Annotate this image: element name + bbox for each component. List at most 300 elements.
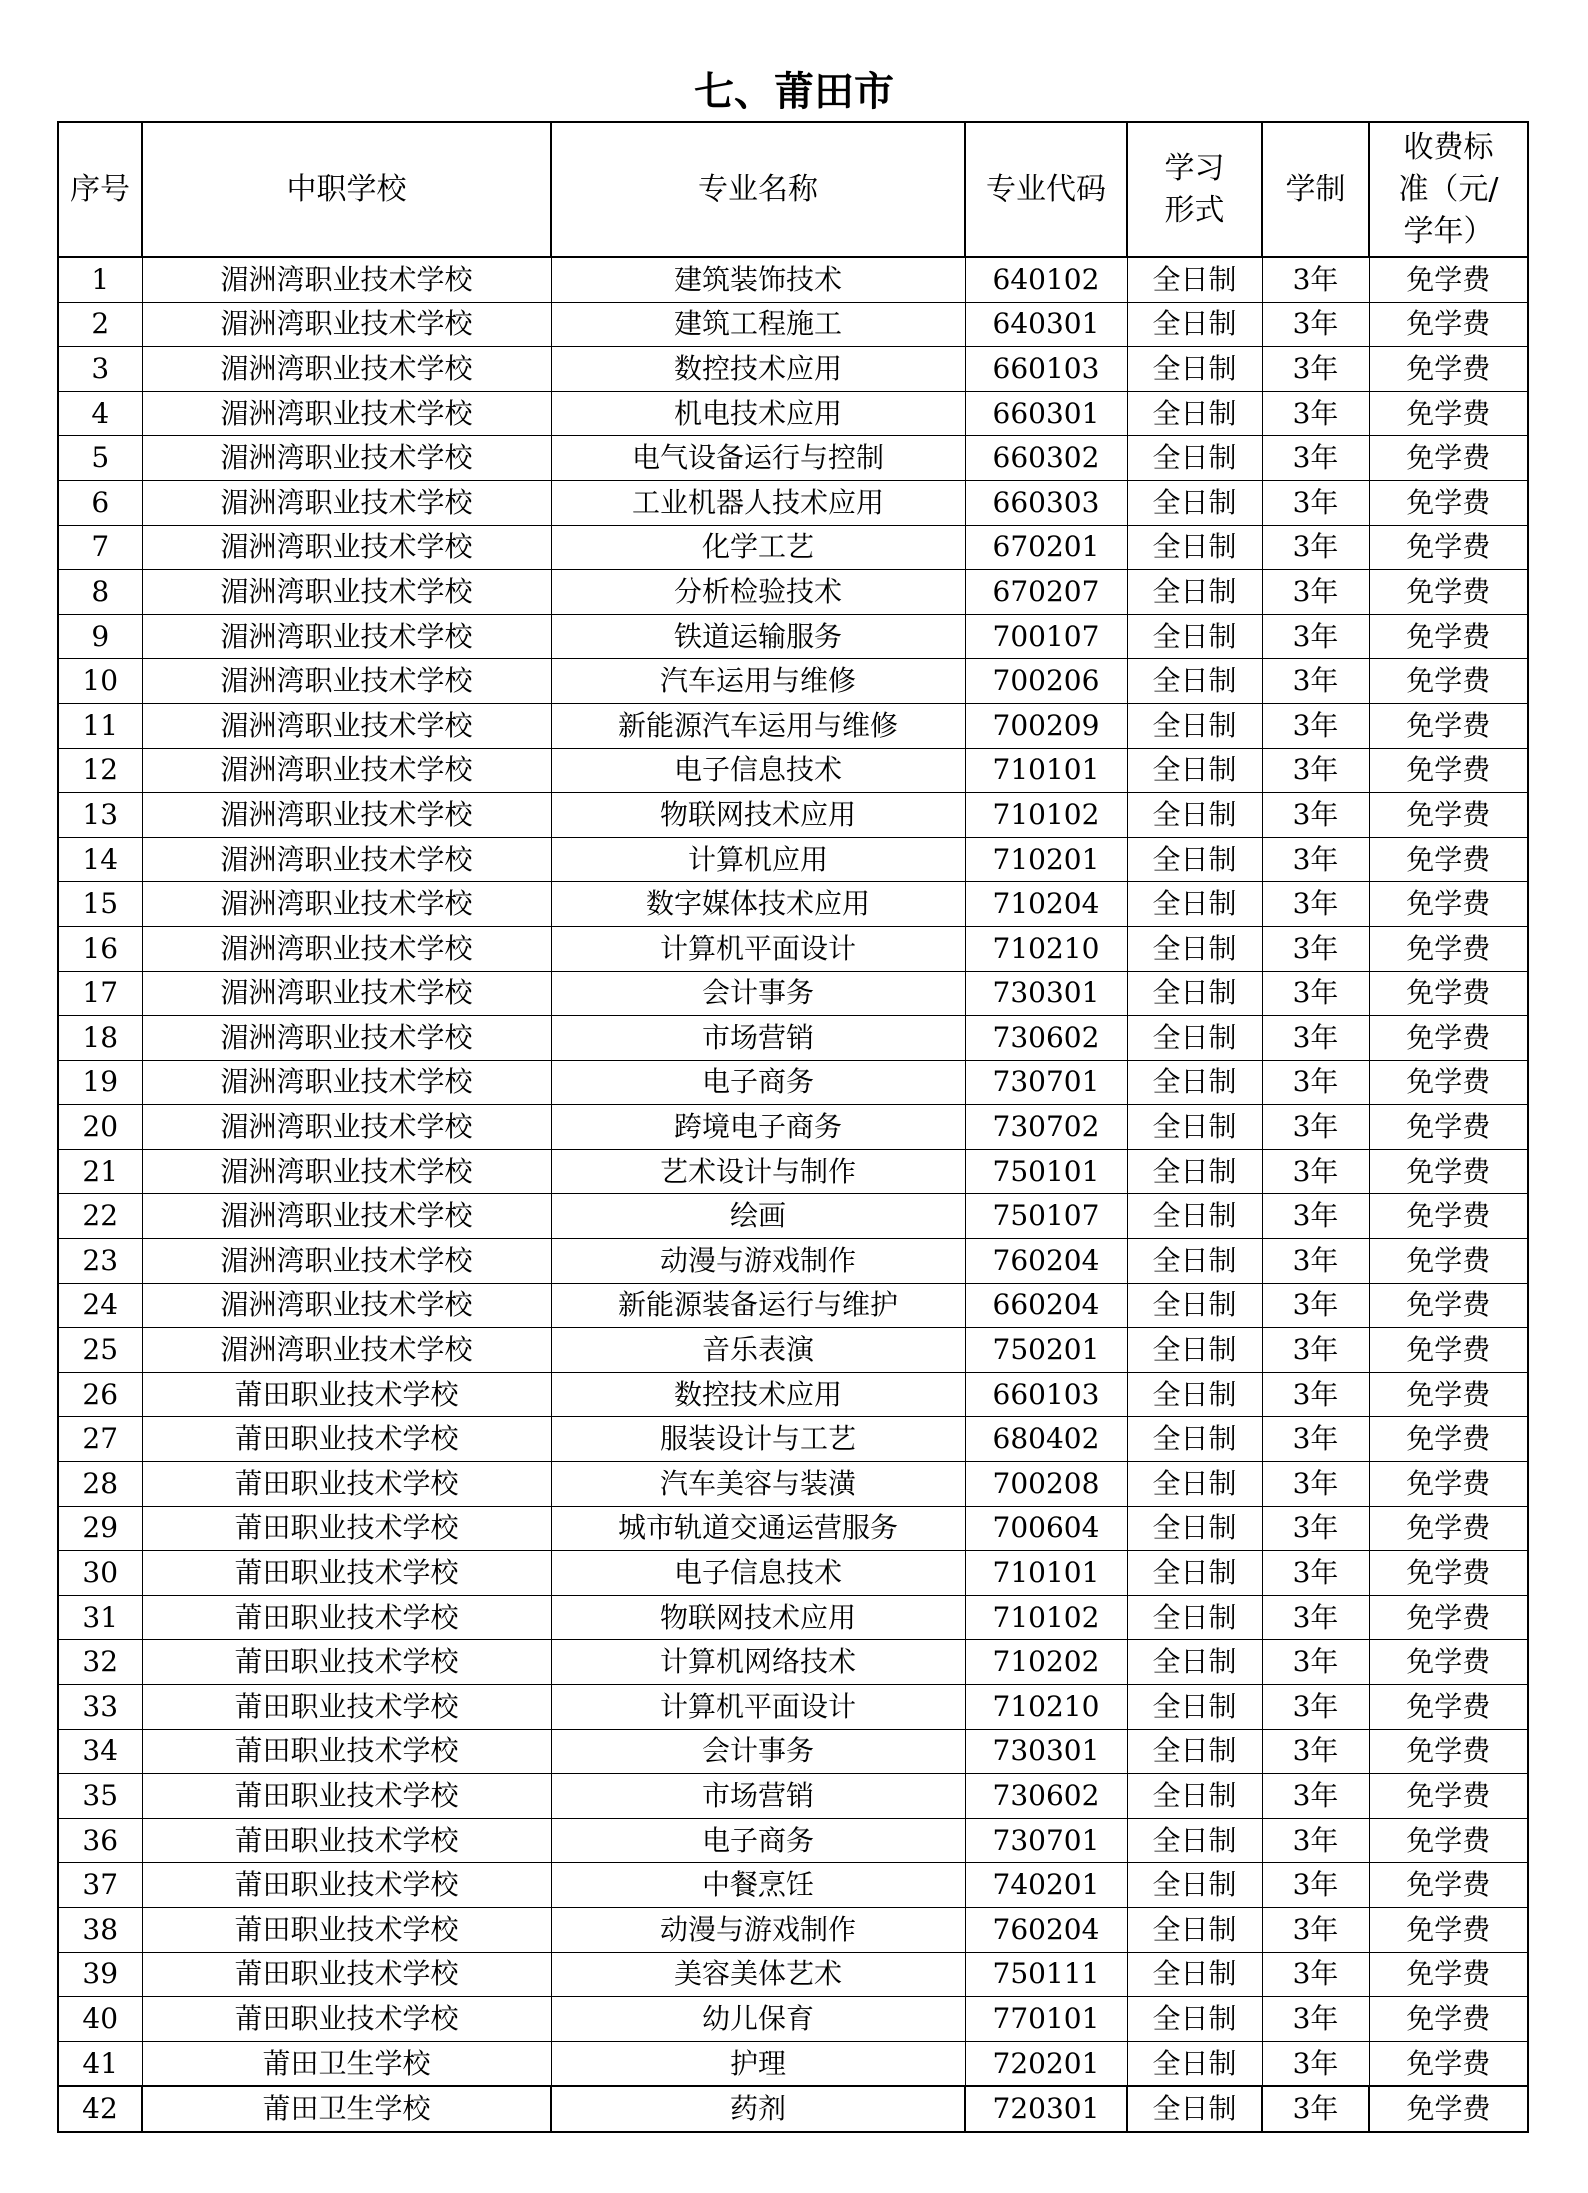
table-row <box>58 1729 1528 1774</box>
table-row <box>58 1283 1528 1328</box>
code-cell: 740201 <box>965 1863 1127 1908</box>
header-study-mode <box>1127 122 1262 257</box>
fee-cell: 免学费 <box>1369 391 1528 436</box>
study-mode-cell: 全日制 <box>1127 1685 1262 1730</box>
study-mode-cell: 全日制 <box>1127 391 1262 436</box>
study-mode-cell: 全日制 <box>1127 257 1262 302</box>
study-mode-cell: 全日制 <box>1127 703 1262 748</box>
seq-cell: 3 <box>58 347 142 392</box>
school-cell: 莆田职业技术学校 <box>142 1462 551 1507</box>
study-mode-cell: 全日制 <box>1127 347 1262 392</box>
duration-cell: 3年 <box>1262 1372 1369 1417</box>
table-row <box>58 257 1528 302</box>
code-cell: 720201 <box>965 2041 1127 2086</box>
major-cell: 电子信息技术 <box>551 1551 965 1596</box>
duration-cell: 3年 <box>1262 793 1369 838</box>
study-mode-cell: 全日制 <box>1127 793 1262 838</box>
code-cell: 700206 <box>965 659 1127 704</box>
table-row <box>58 436 1528 481</box>
seq-cell: 28 <box>58 1462 142 1507</box>
study-mode-cell: 全日制 <box>1127 1506 1262 1551</box>
duration-cell: 3年 <box>1262 1818 1369 1863</box>
study-mode-cell: 全日制 <box>1127 1239 1262 1284</box>
header-fee-line3: 学年） <box>1403 213 1494 249</box>
school-cell: 湄洲湾职业技术学校 <box>142 525 551 570</box>
duration-cell: 3年 <box>1262 1194 1369 1239</box>
code-cell: 700604 <box>965 1506 1127 1551</box>
duration-cell: 3年 <box>1262 480 1369 525</box>
seq-cell: 23 <box>58 1239 142 1284</box>
fee-cell: 免学费 <box>1369 1372 1528 1417</box>
header-fee-line1: 收费标 <box>1403 129 1494 165</box>
table-row <box>58 1417 1528 1462</box>
study-mode-cell: 全日制 <box>1127 1907 1262 1952</box>
school-cell: 莆田职业技术学校 <box>142 1997 551 2042</box>
page-title: 七、莆田市 <box>694 69 894 115</box>
fee-cell: 免学费 <box>1369 614 1528 659</box>
fee-cell: 免学费 <box>1369 570 1528 615</box>
table-row <box>58 1774 1528 1819</box>
school-cell: 莆田职业技术学校 <box>142 1551 551 1596</box>
school-cell: 湄洲湾职业技术学校 <box>142 703 551 748</box>
header-fee <box>1369 122 1528 257</box>
table-row <box>58 659 1528 704</box>
code-cell: 680402 <box>965 1417 1127 1462</box>
fee-cell: 免学费 <box>1369 1506 1528 1551</box>
fee-cell: 免学费 <box>1369 1640 1528 1685</box>
header-study-mode-line1: 学习 <box>1164 150 1225 186</box>
duration-cell: 3年 <box>1262 1774 1369 1819</box>
seq-cell: 10 <box>58 659 142 704</box>
seq-cell: 16 <box>58 926 142 971</box>
fee-cell: 免学费 <box>1369 1952 1528 1997</box>
table-row <box>58 748 1528 793</box>
fee-cell: 免学费 <box>1369 926 1528 971</box>
school-cell: 湄洲湾职业技术学校 <box>142 659 551 704</box>
major-cell: 动漫与游戏制作 <box>551 1907 965 1952</box>
table-row <box>58 1016 1528 1061</box>
duration-cell: 3年 <box>1262 1907 1369 1952</box>
duration-cell: 3年 <box>1262 614 1369 659</box>
school-cell: 湄洲湾职业技术学校 <box>142 1328 551 1373</box>
fee-cell: 免学费 <box>1369 1907 1528 1952</box>
code-cell: 730701 <box>965 1818 1127 1863</box>
major-cell: 音乐表演 <box>551 1328 965 1373</box>
duration-cell: 3年 <box>1262 1952 1369 1997</box>
table-row <box>58 1952 1528 1997</box>
table-row <box>58 1060 1528 1105</box>
code-cell: 700209 <box>965 703 1127 748</box>
duration-cell: 3年 <box>1262 1462 1369 1507</box>
school-cell: 莆田职业技术学校 <box>142 1685 551 1730</box>
table-row <box>58 1685 1528 1730</box>
major-cell: 中餐烹饪 <box>551 1863 965 1908</box>
seq-cell: 25 <box>58 1328 142 1373</box>
school-cell: 莆田职业技术学校 <box>142 1417 551 1462</box>
major-cell: 市场营销 <box>551 1774 965 1819</box>
fee-cell: 免学费 <box>1369 1016 1528 1061</box>
major-cell: 会计事务 <box>551 971 965 1016</box>
table-row <box>58 614 1528 659</box>
major-cell: 会计事务 <box>551 1729 965 1774</box>
header-duration: 学制 <box>1262 122 1369 257</box>
major-cell: 服装设计与工艺 <box>551 1417 965 1462</box>
major-cell: 计算机应用 <box>551 837 965 882</box>
study-mode-cell: 全日制 <box>1127 570 1262 615</box>
table-row <box>58 837 1528 882</box>
fee-cell: 免学费 <box>1369 837 1528 882</box>
header-fee-line2: 准（元/ <box>1398 171 1499 207</box>
fee-cell: 免学费 <box>1369 436 1528 481</box>
code-cell: 770101 <box>965 1997 1127 2042</box>
school-cell: 湄洲湾职业技术学校 <box>142 1060 551 1105</box>
fee-cell: 免学费 <box>1369 1417 1528 1462</box>
code-cell: 760204 <box>965 1239 1127 1284</box>
major-cell: 汽车运用与维修 <box>551 659 965 704</box>
duration-cell: 3年 <box>1262 347 1369 392</box>
study-mode-cell: 全日制 <box>1127 1372 1262 1417</box>
code-cell: 660303 <box>965 480 1127 525</box>
code-cell: 700208 <box>965 1462 1127 1507</box>
duration-cell: 3年 <box>1262 1283 1369 1328</box>
major-cell: 物联网技术应用 <box>551 793 965 838</box>
major-cell: 药剂 <box>551 2086 965 2132</box>
duration-cell: 3年 <box>1262 1551 1369 1596</box>
duration-cell: 3年 <box>1262 882 1369 927</box>
fee-cell: 免学费 <box>1369 525 1528 570</box>
code-cell: 710204 <box>965 882 1127 927</box>
seq-cell: 19 <box>58 1060 142 1105</box>
fee-cell: 免学费 <box>1369 1105 1528 1150</box>
major-cell: 物联网技术应用 <box>551 1595 965 1640</box>
major-cell: 数控技术应用 <box>551 347 965 392</box>
study-mode-cell: 全日制 <box>1127 748 1262 793</box>
duration-cell: 3年 <box>1262 1328 1369 1373</box>
major-cell: 机电技术应用 <box>551 391 965 436</box>
table-row <box>58 391 1528 436</box>
study-mode-cell: 全日制 <box>1127 2086 1262 2132</box>
table-row <box>58 1239 1528 1284</box>
fee-cell: 免学费 <box>1369 1283 1528 1328</box>
fee-cell: 免学费 <box>1369 882 1528 927</box>
table-row <box>58 1997 1528 2042</box>
table-row <box>58 1907 1528 1952</box>
fee-cell: 免学费 <box>1369 2041 1528 2086</box>
fee-cell: 免学费 <box>1369 793 1528 838</box>
major-cell: 计算机网络技术 <box>551 1640 965 1685</box>
major-cell: 建筑工程施工 <box>551 302 965 347</box>
major-cell: 汽车美容与装潢 <box>551 1462 965 1507</box>
school-cell: 湄洲湾职业技术学校 <box>142 1283 551 1328</box>
header-code: 专业代码 <box>965 122 1127 257</box>
code-cell: 730301 <box>965 971 1127 1016</box>
duration-cell: 3年 <box>1262 2086 1369 2132</box>
table-row <box>58 1105 1528 1150</box>
study-mode-cell: 全日制 <box>1127 1328 1262 1373</box>
major-cell: 动漫与游戏制作 <box>551 1239 965 1284</box>
seq-cell: 20 <box>58 1105 142 1150</box>
school-cell: 湄洲湾职业技术学校 <box>142 1194 551 1239</box>
school-cell: 莆田职业技术学校 <box>142 1595 551 1640</box>
table-row <box>58 1462 1528 1507</box>
seq-cell: 18 <box>58 1016 142 1061</box>
seq-cell: 38 <box>58 1907 142 1952</box>
table-row <box>58 1149 1528 1194</box>
school-cell: 湄洲湾职业技术学校 <box>142 1239 551 1284</box>
duration-cell: 3年 <box>1262 971 1369 1016</box>
code-cell: 710101 <box>965 748 1127 793</box>
major-cell: 新能源装备运行与维护 <box>551 1283 965 1328</box>
table-row <box>58 1194 1528 1239</box>
code-cell: 750111 <box>965 1952 1127 1997</box>
seq-cell: 11 <box>58 703 142 748</box>
code-cell: 640301 <box>965 302 1127 347</box>
study-mode-cell: 全日制 <box>1127 1952 1262 1997</box>
table-row <box>58 302 1528 347</box>
table-row <box>58 1595 1528 1640</box>
table-row <box>58 971 1528 1016</box>
duration-cell: 3年 <box>1262 2041 1369 2086</box>
school-cell: 湄洲湾职业技术学校 <box>142 882 551 927</box>
study-mode-cell: 全日制 <box>1127 1774 1262 1819</box>
code-cell: 710101 <box>965 1551 1127 1596</box>
seq-cell: 17 <box>58 971 142 1016</box>
code-cell: 710102 <box>965 793 1127 838</box>
seq-cell: 14 <box>58 837 142 882</box>
code-cell: 750107 <box>965 1194 1127 1239</box>
fee-cell: 免学费 <box>1369 748 1528 793</box>
major-cell: 化学工艺 <box>551 525 965 570</box>
header-school: 中职学校 <box>142 122 551 257</box>
study-mode-cell: 全日制 <box>1127 1194 1262 1239</box>
study-mode-cell: 全日制 <box>1127 1863 1262 1908</box>
school-cell: 湄洲湾职业技术学校 <box>142 1016 551 1061</box>
code-cell: 730701 <box>965 1060 1127 1105</box>
duration-cell: 3年 <box>1262 1060 1369 1105</box>
fee-cell: 免学费 <box>1369 1595 1528 1640</box>
code-cell: 710202 <box>965 1640 1127 1685</box>
code-cell: 660301 <box>965 391 1127 436</box>
school-cell: 湄洲湾职业技术学校 <box>142 347 551 392</box>
school-cell: 莆田职业技术学校 <box>142 1372 551 1417</box>
seq-cell: 31 <box>58 1595 142 1640</box>
table-row <box>58 1863 1528 1908</box>
fee-cell: 免学费 <box>1369 1149 1528 1194</box>
school-cell: 莆田职业技术学校 <box>142 1506 551 1551</box>
study-mode-cell: 全日制 <box>1127 1997 1262 2042</box>
major-cell: 幼儿保育 <box>551 1997 965 2042</box>
table-row <box>58 1506 1528 1551</box>
fee-cell: 免学费 <box>1369 1194 1528 1239</box>
major-cell: 美容美体艺术 <box>551 1952 965 1997</box>
fee-cell: 免学费 <box>1369 971 1528 1016</box>
study-mode-cell: 全日制 <box>1127 837 1262 882</box>
code-cell: 730702 <box>965 1105 1127 1150</box>
table-row <box>58 2086 1528 2132</box>
duration-cell: 3年 <box>1262 302 1369 347</box>
seq-cell: 21 <box>58 1149 142 1194</box>
fee-cell: 免学费 <box>1369 1239 1528 1284</box>
fee-cell: 免学费 <box>1369 1060 1528 1105</box>
duration-cell: 3年 <box>1262 837 1369 882</box>
seq-cell: 4 <box>58 391 142 436</box>
fee-cell: 免学费 <box>1369 1462 1528 1507</box>
seq-cell: 5 <box>58 436 142 481</box>
table-row <box>58 570 1528 615</box>
major-cell: 数字媒体技术应用 <box>551 882 965 927</box>
header-study-mode-line2: 形式 <box>1164 192 1225 228</box>
code-cell: 660302 <box>965 436 1127 481</box>
seq-cell: 32 <box>58 1640 142 1685</box>
seq-cell: 36 <box>58 1818 142 1863</box>
school-cell: 湄洲湾职业技术学校 <box>142 971 551 1016</box>
code-cell: 710210 <box>965 926 1127 971</box>
school-cell: 莆田职业技术学校 <box>142 1640 551 1685</box>
table-row <box>58 525 1528 570</box>
school-cell: 湄洲湾职业技术学校 <box>142 391 551 436</box>
school-cell: 莆田卫生学校 <box>142 2086 551 2132</box>
study-mode-cell: 全日制 <box>1127 1016 1262 1061</box>
table-row <box>58 1640 1528 1685</box>
duration-cell: 3年 <box>1262 1417 1369 1462</box>
school-cell: 莆田职业技术学校 <box>142 1774 551 1819</box>
major-cell: 电子商务 <box>551 1060 965 1105</box>
study-mode-cell: 全日制 <box>1127 1060 1262 1105</box>
table-row <box>58 347 1528 392</box>
seq-cell: 7 <box>58 525 142 570</box>
duration-cell: 3年 <box>1262 1997 1369 2042</box>
duration-cell: 3年 <box>1262 570 1369 615</box>
school-cell: 湄洲湾职业技术学校 <box>142 570 551 615</box>
code-cell: 750201 <box>965 1328 1127 1373</box>
study-mode-cell: 全日制 <box>1127 1729 1262 1774</box>
duration-cell: 3年 <box>1262 257 1369 302</box>
study-mode-cell: 全日制 <box>1127 1818 1262 1863</box>
school-cell: 湄洲湾职业技术学校 <box>142 257 551 302</box>
major-cell: 电子商务 <box>551 1818 965 1863</box>
duration-cell: 3年 <box>1262 748 1369 793</box>
fee-cell: 免学费 <box>1369 1685 1528 1730</box>
school-cell: 莆田卫生学校 <box>142 2041 551 2086</box>
seq-cell: 41 <box>58 2041 142 2086</box>
major-cell: 数控技术应用 <box>551 1372 965 1417</box>
fee-cell: 免学费 <box>1369 257 1528 302</box>
code-cell: 660204 <box>965 1283 1127 1328</box>
seq-cell: 27 <box>58 1417 142 1462</box>
code-cell: 750101 <box>965 1149 1127 1194</box>
fee-cell: 免学费 <box>1369 1774 1528 1819</box>
table-header-row <box>58 122 1528 257</box>
duration-cell: 3年 <box>1262 1105 1369 1150</box>
header-seq: 序号 <box>58 122 142 257</box>
school-cell: 湄洲湾职业技术学校 <box>142 436 551 481</box>
seq-cell: 39 <box>58 1952 142 1997</box>
seq-cell: 15 <box>58 882 142 927</box>
school-cell: 湄洲湾职业技术学校 <box>142 302 551 347</box>
fee-table <box>57 121 1529 2133</box>
duration-cell: 3年 <box>1262 525 1369 570</box>
table-row <box>58 882 1528 927</box>
code-cell: 760204 <box>965 1907 1127 1952</box>
major-cell: 计算机平面设计 <box>551 1685 965 1730</box>
study-mode-cell: 全日制 <box>1127 971 1262 1016</box>
code-cell: 730602 <box>965 1016 1127 1061</box>
code-cell: 670201 <box>965 525 1127 570</box>
table-row <box>58 1551 1528 1596</box>
study-mode-cell: 全日制 <box>1127 1595 1262 1640</box>
code-cell: 720301 <box>965 2086 1127 2132</box>
school-cell: 莆田职业技术学校 <box>142 1952 551 1997</box>
table-row <box>58 1372 1528 1417</box>
study-mode-cell: 全日制 <box>1127 882 1262 927</box>
duration-cell: 3年 <box>1262 1506 1369 1551</box>
study-mode-cell: 全日制 <box>1127 1640 1262 1685</box>
study-mode-cell: 全日制 <box>1127 480 1262 525</box>
code-cell: 710201 <box>965 837 1127 882</box>
study-mode-cell: 全日制 <box>1127 2041 1262 2086</box>
major-cell: 艺术设计与制作 <box>551 1149 965 1194</box>
fee-cell: 免学费 <box>1369 2086 1528 2132</box>
study-mode-cell: 全日制 <box>1127 436 1262 481</box>
duration-cell: 3年 <box>1262 436 1369 481</box>
duration-cell: 3年 <box>1262 1595 1369 1640</box>
seq-cell: 37 <box>58 1863 142 1908</box>
table-row <box>58 793 1528 838</box>
seq-cell: 22 <box>58 1194 142 1239</box>
seq-cell: 40 <box>58 1997 142 2042</box>
header-major: 专业名称 <box>551 122 965 257</box>
major-cell: 电气设备运行与控制 <box>551 436 965 481</box>
duration-cell: 3年 <box>1262 659 1369 704</box>
study-mode-cell: 全日制 <box>1127 1283 1262 1328</box>
school-cell: 湄洲湾职业技术学校 <box>142 793 551 838</box>
seq-cell: 35 <box>58 1774 142 1819</box>
study-mode-cell: 全日制 <box>1127 1462 1262 1507</box>
code-cell: 710210 <box>965 1685 1127 1730</box>
code-cell: 660103 <box>965 347 1127 392</box>
seq-cell: 33 <box>58 1685 142 1730</box>
seq-cell: 24 <box>58 1283 142 1328</box>
major-cell: 跨境电子商务 <box>551 1105 965 1150</box>
duration-cell: 3年 <box>1262 1239 1369 1284</box>
major-cell: 绘画 <box>551 1194 965 1239</box>
code-cell: 730301 <box>965 1729 1127 1774</box>
seq-cell: 30 <box>58 1551 142 1596</box>
school-cell: 莆田职业技术学校 <box>142 1818 551 1863</box>
table-row <box>58 926 1528 971</box>
duration-cell: 3年 <box>1262 391 1369 436</box>
study-mode-cell: 全日制 <box>1127 614 1262 659</box>
seq-cell: 8 <box>58 570 142 615</box>
duration-cell: 3年 <box>1262 1685 1369 1730</box>
seq-cell: 29 <box>58 1506 142 1551</box>
school-cell: 湄洲湾职业技术学校 <box>142 1149 551 1194</box>
code-cell: 660103 <box>965 1372 1127 1417</box>
table-row <box>58 1328 1528 1373</box>
code-cell: 700107 <box>965 614 1127 659</box>
seq-cell: 6 <box>58 480 142 525</box>
seq-cell: 12 <box>58 748 142 793</box>
major-cell: 护理 <box>551 2041 965 2086</box>
study-mode-cell: 全日制 <box>1127 659 1262 704</box>
seq-cell: 13 <box>58 793 142 838</box>
school-cell: 莆田职业技术学校 <box>142 1863 551 1908</box>
duration-cell: 3年 <box>1262 1640 1369 1685</box>
duration-cell: 3年 <box>1262 1729 1369 1774</box>
fee-cell: 免学费 <box>1369 1328 1528 1373</box>
major-cell: 铁道运输服务 <box>551 614 965 659</box>
seq-cell: 1 <box>58 257 142 302</box>
